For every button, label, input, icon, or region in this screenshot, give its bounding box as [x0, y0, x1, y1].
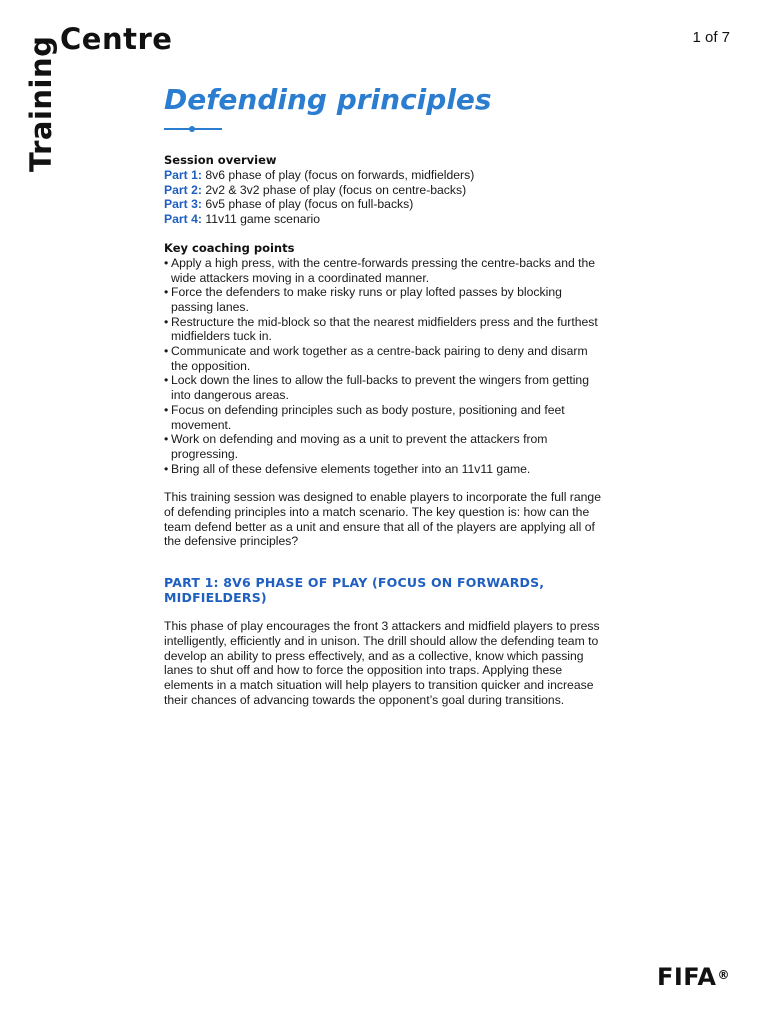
overview-part-2 [164, 183, 604, 198]
page-number: 1 of 7 [692, 29, 730, 46]
document-body [164, 153, 604, 707]
coaching-point [164, 344, 604, 373]
bullet-icon: • [164, 255, 169, 270]
bullet-icon: • [164, 344, 169, 359]
coaching-point-text: Lock down the lines to allow the full-backs to prevent the wingers from getting into dangerous areas. [171, 373, 589, 403]
coaching-point [164, 373, 604, 402]
overview-part-3 [164, 197, 604, 212]
brand-centre-word: Centre [60, 22, 173, 56]
overview-part-text: 2v2 & 3v2 phase of play (focus on centre-backs) [205, 182, 467, 197]
coaching-point-text: Focus on defending principles such as body posture, positioning and feet movement. [171, 402, 565, 432]
overview-part-label: Part 2: [164, 182, 202, 197]
session-overview-list [164, 168, 604, 227]
bullet-icon: • [164, 314, 169, 329]
coaching-point-text: Work on defending and moving as a unit to prevent the attackers from progressing. [171, 432, 548, 461]
coaching-point-text: Bring all of these defensive elements together into an 11v11 game. [171, 461, 531, 476]
coaching-point-text: Apply a high press, with the centre-forwards pressing the centre-backs and the wide attackers moving in a coordinated manner. [171, 255, 596, 285]
overview-part-label: Part 1: [164, 168, 202, 182]
registered-mark-icon: ® [717, 968, 730, 982]
overview-part-text: 6v5 phase of play (focus on full-backs) [205, 197, 414, 212]
bullet-icon: • [164, 461, 169, 476]
page-title: Defending principles [164, 83, 492, 116]
coaching-point-text: Restructure the mid-block so that the nearest midfielders press and the furthest midfielders tuck in. [171, 314, 598, 344]
divider-dot [189, 126, 195, 132]
title-divider [164, 124, 222, 134]
intro-paragraph: This training session was designed to enable players to incorporate the full range of defending principles into a match scenario. The key question is: how can the team defend better as a unit and ensure that all of the players are applying all of the defensive principles? [164, 490, 601, 549]
overview-part-label: Part 4: [164, 212, 202, 227]
part1-paragraph: This phase of play encourages the front 3 attackers and midfield players to press intelligently, efficiently and in unison. The drill should allow the defending team to develop an ability to press effectively, and as a collective, know which passing lanes to shut off and how to force the opposition into traps. Applying these elements in a match situation will help players to transition quicker and increase their chances of advancing towards the opponent’s goal during transitions. [164, 619, 600, 707]
bullet-icon: • [164, 432, 169, 447]
overview-part-label: Part 3: [164, 197, 202, 212]
coaching-point-text: Force the defenders to make risky runs or play lofted passes by blocking passing lanes. [171, 285, 562, 314]
coaching-points-list [164, 256, 604, 477]
coaching-point [164, 285, 604, 314]
session-overview-heading: Session overview [164, 153, 277, 167]
bullet-icon: • [164, 373, 169, 388]
coaching-point [164, 432, 604, 461]
bullet-icon: • [164, 285, 169, 300]
overview-part-4 [164, 212, 604, 227]
fifa-logo-text: FIFA [656, 963, 717, 991]
key-coaching-points-heading: Key coaching points [164, 240, 295, 255]
part1-heading: PART 1: 8V6 PHASE OF PLAY (FOCUS ON FORWARDS, MIDFIELDERS) [164, 575, 545, 606]
overview-part-1 [164, 168, 604, 183]
coaching-point [164, 256, 604, 285]
overview-part-text: 8v6 phase of play (focus on forwards, midfielders) [205, 168, 475, 182]
bullet-icon: • [164, 402, 169, 417]
coaching-point [164, 462, 604, 477]
fifa-logo [657, 962, 730, 992]
coaching-point-text: Communicate and work together as a centre-back pairing to deny and disarm the opposition. [171, 344, 588, 373]
brand-training-word: Training [24, 35, 58, 172]
overview-part-text: 11v11 game scenario [205, 212, 321, 227]
coaching-point [164, 315, 604, 344]
coaching-point [164, 403, 604, 432]
